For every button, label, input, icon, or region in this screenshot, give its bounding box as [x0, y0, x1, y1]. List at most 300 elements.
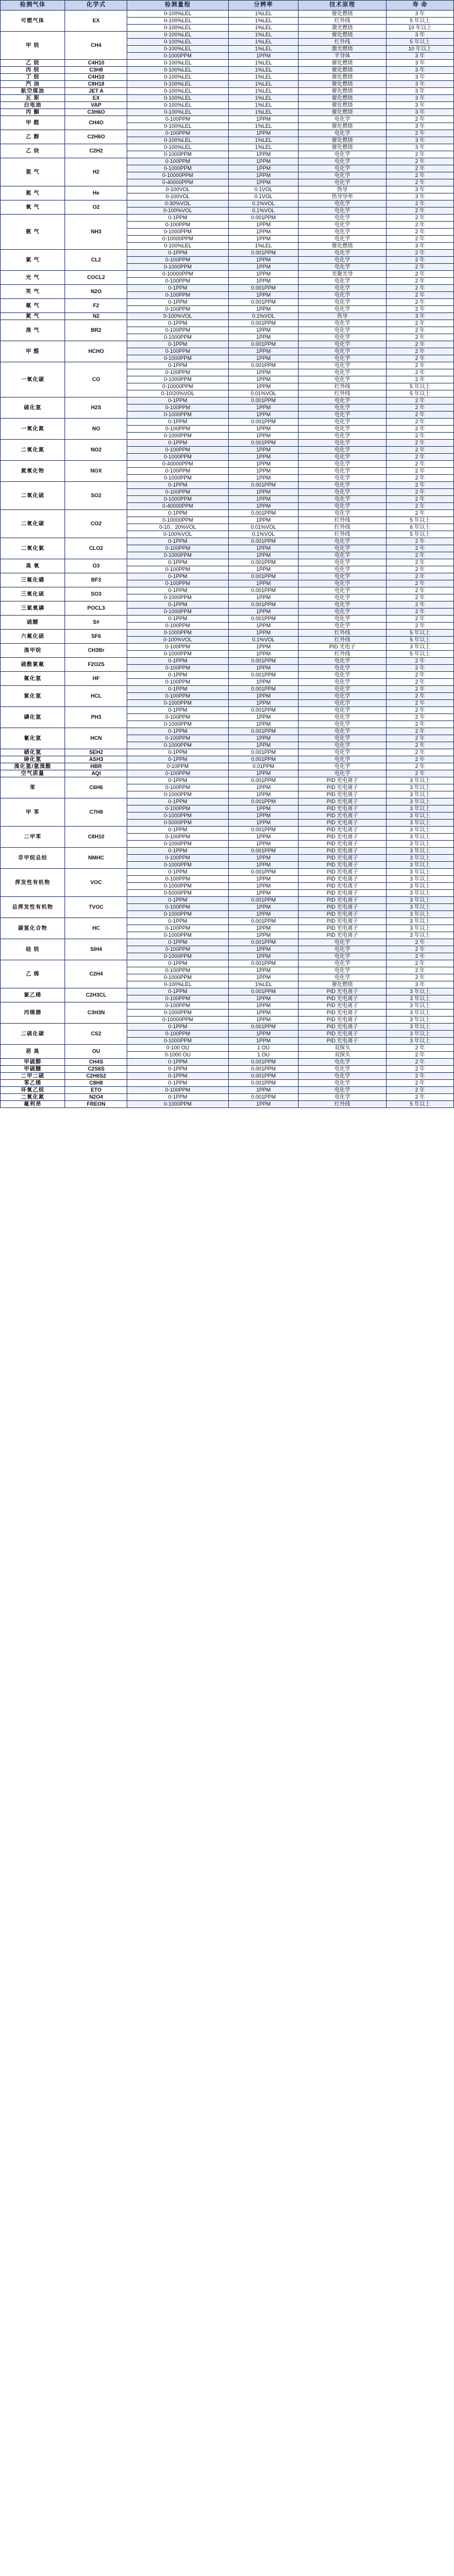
service-life: 3 年 — [386, 186, 453, 193]
detection-range: 0-100%VOL — [127, 637, 229, 644]
detection-range: 0-1PPM — [127, 658, 229, 665]
resolution: 1PPM — [228, 1087, 299, 1094]
gas-name: 乙 烷 — [1, 60, 65, 67]
service-life: 2 年 — [386, 770, 453, 777]
resolution: 0.001PPM — [228, 1059, 299, 1066]
table-row — [1, 88, 454, 95]
technology: 电化学 — [299, 735, 387, 742]
technology: 红外线 — [299, 637, 387, 644]
service-life: 2 年 — [386, 601, 453, 609]
detection-range: 0-100%LEL — [127, 144, 229, 151]
detection-range: 0-100%LEL — [127, 243, 229, 250]
technology: 电化学 — [299, 433, 387, 440]
chemical-formula: JET A — [65, 88, 127, 95]
gas-name: 非甲烷总烃 — [1, 848, 65, 869]
chemical-formula: O3 — [65, 559, 127, 573]
service-life: 3 年 — [386, 981, 453, 988]
resolution: 1PPM — [228, 222, 299, 229]
detection-range: 0-100PPM — [127, 580, 229, 587]
gas-name: 二氧化氯 — [1, 538, 65, 559]
table-row — [1, 827, 454, 834]
resolution: 0.001PPM — [228, 285, 299, 292]
technology: 电化学 — [299, 742, 387, 749]
service-life: 2 年 — [386, 292, 453, 299]
chemical-formula: C4H10 — [65, 60, 127, 67]
service-life: 2 年 — [386, 763, 453, 770]
detection-range: 0-100PPM — [127, 468, 229, 475]
detection-range: 0-100PPM — [127, 855, 229, 862]
resolution: 1PPM — [228, 911, 299, 918]
detection-range: 0-1PPM — [127, 510, 229, 517]
table-row — [1, 918, 454, 925]
gas-name: 笑 气 — [1, 285, 65, 299]
technology: 电化学 — [299, 686, 387, 693]
technology: 催化燃烧 — [299, 67, 387, 74]
technology: 电化学 — [299, 616, 387, 623]
technology: PID 光电离子 — [299, 1010, 387, 1017]
resolution: 1%LEL — [228, 95, 299, 102]
chemical-formula: CL2 — [65, 250, 127, 271]
resolution: 1PPM — [228, 967, 299, 974]
gas-name: 甲 烷 — [1, 32, 65, 60]
chemical-formula: N2 — [65, 313, 127, 320]
gas-name: 二甲苯 — [1, 827, 65, 848]
service-life: 3 年 — [386, 144, 453, 151]
table-row — [1, 341, 454, 348]
resolution: 1PPM — [228, 376, 299, 383]
detection-range: 0-1000PPM — [127, 974, 229, 981]
technology: 半导体 — [299, 53, 387, 60]
detection-range: 0-100PPM — [127, 278, 229, 285]
table-row — [1, 728, 454, 735]
gas-name: 光 气 — [1, 271, 65, 285]
resolution: 1%LEL — [228, 46, 299, 53]
detection-range: 0-1000PPM — [127, 953, 229, 960]
detection-range: 0-40000PPM — [127, 461, 229, 468]
service-life: 3 年以上 — [386, 897, 453, 904]
service-life: 2 年 — [386, 306, 453, 313]
service-life: 5 年以上 — [386, 383, 453, 390]
spec-table — [0, 0, 454, 1108]
chemical-formula: HC — [65, 918, 127, 939]
resolution: 1PPM — [228, 475, 299, 482]
technology: 电化学 — [299, 355, 387, 362]
service-life: 2 年 — [386, 510, 453, 517]
detection-range: 0-1000PPM — [127, 721, 229, 728]
resolution: 1PPM — [228, 412, 299, 419]
detection-range: 0-100VOL — [127, 193, 229, 200]
detection-range: 0-1000PPM — [127, 609, 229, 616]
detection-range: 0-100%LEL — [127, 18, 229, 25]
technology: 电化学 — [299, 116, 387, 123]
detection-range: 0-100PPM — [127, 946, 229, 953]
technology: 红外线 — [299, 517, 387, 524]
detection-range: 0-1000PPM — [127, 496, 229, 503]
technology: 电化学 — [299, 721, 387, 728]
service-life: 3 年以上 — [386, 911, 453, 918]
service-life: 2 年 — [386, 580, 453, 587]
gas-name: 可燃气体 — [1, 11, 65, 32]
resolution: 1PPM — [228, 229, 299, 236]
chemical-formula: VAP — [65, 102, 127, 109]
resolution: 0.1VOL — [228, 193, 299, 200]
gas-name: 白电油 — [1, 102, 65, 109]
technology: 电化学 — [299, 1059, 387, 1066]
resolution: 1PPM — [228, 383, 299, 390]
gas-name: 丁 烷 — [1, 74, 65, 81]
resolution: 1PPM — [228, 447, 299, 454]
service-life: 2 年 — [386, 468, 453, 475]
detection-range: 0-1000PPM — [127, 355, 229, 362]
chemical-formula: NO — [65, 419, 127, 440]
service-life: 2 年 — [386, 974, 453, 981]
service-life: 2 年 — [386, 503, 453, 510]
technology: 电化学 — [299, 461, 387, 468]
resolution: 1PPM — [228, 264, 299, 271]
table-row — [1, 144, 454, 151]
service-life: 5 年以上 — [386, 390, 453, 397]
service-life: 3 年以上 — [386, 1038, 453, 1045]
detection-range: 0-100PPM — [127, 1087, 229, 1094]
table-row — [1, 32, 454, 39]
service-life: 2 年 — [386, 1094, 453, 1101]
technology: 电化学 — [299, 580, 387, 587]
table-row — [1, 848, 454, 855]
resolution: 1%LEL — [228, 32, 299, 39]
technology: 电化学 — [299, 1073, 387, 1080]
gas-name: 氧 气 — [1, 200, 65, 215]
technology: 电化学 — [299, 573, 387, 580]
technology: 电化学 — [299, 299, 387, 306]
service-life: 2 年 — [386, 362, 453, 369]
table-row — [1, 573, 454, 580]
technology: 电化学 — [299, 151, 387, 158]
resolution: 1PPM — [228, 925, 299, 932]
detection-range: 0-100%LEL — [127, 60, 229, 67]
table-row — [1, 482, 454, 489]
table-row — [1, 116, 454, 123]
table-row — [1, 81, 454, 88]
service-life: 2 年 — [386, 686, 453, 693]
gas-name: 苯 — [1, 777, 65, 798]
technology: PID 光电离子 — [299, 834, 387, 841]
detection-range: 0-5000PPM — [127, 820, 229, 827]
resolution: 1PPM — [228, 278, 299, 285]
gas-name: 氦 气 — [1, 186, 65, 200]
detection-range: 0-1PPM — [127, 587, 229, 594]
detection-range: 0-100PPM — [127, 995, 229, 1002]
service-life: 3 年以上 — [386, 988, 453, 995]
resolution: 0.1%VOL — [228, 531, 299, 538]
chemical-formula: NMHC — [65, 848, 127, 869]
table-row — [1, 158, 454, 165]
technology: 红外线 — [299, 18, 387, 25]
chemical-formula: OU — [65, 1045, 127, 1059]
detection-range: 0-1000PPM — [127, 1101, 229, 1108]
detection-range: 0-1PPM — [127, 559, 229, 566]
resolution: 1PPM — [228, 433, 299, 440]
chemical-formula: C2H6S2 — [65, 1073, 127, 1080]
resolution: 0.001PPM — [228, 827, 299, 834]
chemical-formula: NH3 — [65, 215, 127, 250]
chemical-formula: C2H4 — [65, 960, 127, 988]
service-life: 3 年以上 — [386, 855, 453, 862]
service-life: 2 年 — [386, 489, 453, 496]
table-row — [1, 419, 454, 426]
table-row — [1, 440, 454, 447]
detection-range: 0-1000PPM — [127, 1038, 229, 1045]
resolution: 1%LEL — [228, 60, 299, 67]
detection-range: 0-100PPM — [127, 222, 229, 229]
detection-range: 0-1PPM — [127, 728, 229, 735]
detection-range: 0-100PPM — [127, 292, 229, 299]
technology: 电化学 — [299, 405, 387, 412]
service-life: 3 年以上 — [386, 862, 453, 869]
detection-range: 0-1000 OU — [127, 1052, 229, 1059]
service-life: 3 年 — [386, 243, 453, 250]
detection-range: 0-1PPM — [127, 1080, 229, 1087]
detection-range: 0-1PPM — [127, 939, 229, 946]
resolution: 1PPM — [228, 172, 299, 179]
table-row — [1, 250, 454, 257]
technology: PID 光电离子 — [299, 869, 387, 876]
service-life: 2 年 — [386, 967, 453, 974]
detection-range: 0-100PPM — [127, 348, 229, 355]
service-life: 3 年以上 — [386, 1017, 453, 1024]
resolution: 0.001PPM — [228, 587, 299, 594]
detection-range: 0-1PPM — [127, 285, 229, 292]
gas-name: 溴化氢/氢溴酸 — [1, 763, 65, 770]
resolution: 0.01%VOL — [228, 390, 299, 397]
resolution: 0.001PPM — [228, 538, 299, 545]
detection-range: 0-1PPM — [127, 250, 229, 257]
table-row — [1, 616, 454, 623]
chemical-formula: CH4S — [65, 1059, 127, 1066]
technology: 电化学 — [299, 285, 387, 292]
table-row — [1, 538, 454, 545]
service-life: 2 年 — [386, 735, 453, 742]
table-row — [1, 707, 454, 714]
technology: 电化学 — [299, 707, 387, 714]
detection-range: 0-1000PPM — [127, 165, 229, 172]
technology: 电化学 — [299, 412, 387, 419]
technology: 电化学 — [299, 693, 387, 700]
detection-range: 0-100PPM — [127, 623, 229, 630]
resolution: 1%LEL — [228, 39, 299, 46]
detection-range: 0-100PPM — [127, 447, 229, 454]
chemical-formula: TVOC — [65, 897, 127, 918]
technology: 红外线 — [299, 524, 387, 531]
resolution: 1PPM — [228, 876, 299, 883]
resolution: 1PPM — [228, 735, 299, 742]
gas-name: 二氧化氮 — [1, 1094, 65, 1101]
detection-range: 0-100PPM — [127, 405, 229, 412]
service-life: 2 年 — [386, 285, 453, 292]
detection-range: 0-10000PPM — [127, 517, 229, 524]
detection-range: 0-100PPM — [127, 925, 229, 932]
gas-name: 氮氧化物 — [1, 461, 65, 482]
technology: 电化学 — [299, 679, 387, 686]
chemical-formula: CLO2 — [65, 538, 127, 559]
detection-range: 0-100%LEL — [127, 32, 229, 39]
service-life: 10 年以上 — [386, 46, 453, 53]
technology: 电化学 — [299, 566, 387, 573]
technology: PID 光电离子 — [299, 897, 387, 904]
detection-range: 0-100PPM — [127, 644, 229, 651]
detection-range: 0-100PPM — [127, 770, 229, 777]
gas-name: 硫醚 — [1, 616, 65, 630]
chemical-formula: AQI — [65, 770, 127, 777]
chemical-formula: POCL3 — [65, 601, 127, 616]
table-row — [1, 130, 454, 137]
detection-range: 0-100PPM — [127, 489, 229, 496]
chemical-formula: H2S — [65, 397, 127, 419]
table-row — [1, 1073, 454, 1080]
detection-range: 0-100PPM — [127, 1002, 229, 1010]
technology: 电化学 — [299, 292, 387, 299]
chemical-formula: CH4 — [65, 32, 127, 60]
resolution: 0.001PPM — [228, 573, 299, 580]
service-life: 10 年以上 — [386, 25, 453, 32]
technology: PID 光电离子 — [299, 1017, 387, 1024]
table-row — [1, 1094, 454, 1101]
technology: 电化学 — [299, 165, 387, 172]
service-life: 2 年 — [386, 496, 453, 503]
service-life: 3 年以上 — [386, 883, 453, 890]
technology: 电化学 — [299, 623, 387, 630]
service-life: 3 年以上 — [386, 791, 453, 798]
detection-range: 0-1PPM — [127, 798, 229, 806]
resolution: 1%LEL — [228, 123, 299, 130]
technology: PID 光电离子 — [299, 883, 387, 890]
detection-range: 0-1PPM — [127, 1066, 229, 1073]
gas-name: 一氧化碳 — [1, 362, 65, 397]
resolution: 1PPM — [228, 53, 299, 60]
gas-name: 航空煤油 — [1, 88, 65, 95]
gas-name: 碳氢化合物 — [1, 918, 65, 939]
service-life: 3 年 — [386, 53, 453, 60]
service-life: 2 年 — [386, 587, 453, 594]
service-life: 2 年 — [386, 200, 453, 208]
gas-name: 氰化氢 — [1, 728, 65, 749]
detection-range: 0-1PPM — [127, 440, 229, 447]
table-row — [1, 939, 454, 946]
gas-detection-spec-table — [0, 0, 454, 1108]
detection-range: 0-1PPM — [127, 869, 229, 876]
detection-range: 0-100PPM — [127, 306, 229, 313]
resolution: 1%LEL — [228, 67, 299, 74]
service-life: 3 年 — [386, 193, 453, 200]
resolution: 1%LEL — [228, 18, 299, 25]
resolution: 1PPM — [228, 855, 299, 862]
detection-range: 0-1PPM — [127, 777, 229, 784]
detection-range: 0-100PPM — [127, 967, 229, 974]
table-row — [1, 672, 454, 679]
technology: 电化学 — [299, 215, 387, 222]
gas-name: 乙 烯 — [1, 960, 65, 988]
service-life: 2 年 — [386, 1087, 453, 1094]
chemical-formula: C2H6O — [65, 130, 127, 144]
resolution: 0.001PPM — [228, 658, 299, 665]
service-life: 2 年 — [386, 728, 453, 735]
resolution: 0.1%VOL — [228, 200, 299, 208]
detection-range: 0-100PPM — [127, 257, 229, 264]
service-life: 2 年 — [386, 756, 453, 763]
resolution: 1PPM — [228, 236, 299, 243]
technology: 电化学 — [299, 1080, 387, 1087]
detection-range: 0-1000PPM — [127, 53, 229, 60]
resolution: 0.001PPM — [228, 897, 299, 904]
service-life: 2 年 — [386, 397, 453, 405]
technology: 电化学 — [299, 960, 387, 967]
technology: 催化燃烧 — [299, 88, 387, 95]
technology: 激光燃烧 — [299, 46, 387, 53]
detection-range: 0-40000PPM — [127, 503, 229, 510]
resolution: 0.001PPM — [228, 1073, 299, 1080]
resolution: 0.001PPM — [228, 397, 299, 405]
detection-range: 0-10、20%VOL — [127, 524, 229, 531]
resolution: 0.001PPM — [228, 707, 299, 714]
technology: 电化学 — [299, 320, 387, 327]
chemical-formula: CO2 — [65, 510, 127, 538]
resolution: 1PPM — [228, 883, 299, 890]
technology: PID 光电离子 — [299, 813, 387, 820]
chemical-formula: HBR — [65, 763, 127, 770]
technology: PID 光电离子 — [299, 855, 387, 862]
table-row — [1, 1059, 454, 1066]
technology: 电化学 — [299, 397, 387, 405]
detection-range: 0-1PPM — [127, 918, 229, 925]
table-row — [1, 1024, 454, 1031]
detection-range: 0-5000PPM — [127, 890, 229, 897]
service-life: 2 年 — [386, 594, 453, 601]
gas-name: 氮 气 — [1, 313, 65, 320]
table-row — [1, 756, 454, 763]
service-life: 3 年以上 — [386, 848, 453, 855]
technology: 电化学 — [299, 334, 387, 341]
detection-range: 0-100PPM — [127, 158, 229, 165]
detection-range: 0-1000PPM — [127, 651, 229, 658]
service-life: 5 年以上 — [386, 18, 453, 25]
table-row — [1, 1066, 454, 1073]
service-life: 3 年 — [386, 81, 453, 88]
gas-name: 三氟化硼 — [1, 573, 65, 587]
service-life: 2 年 — [386, 348, 453, 355]
service-life: 2 年 — [386, 960, 453, 967]
service-life: 2 年 — [386, 559, 453, 566]
detection-range: 0-1PPM — [127, 1024, 229, 1031]
detection-range: 0-100PPM — [127, 116, 229, 123]
resolution: 1PPM — [228, 594, 299, 601]
detection-range: 0-1000PPM — [127, 911, 229, 918]
gas-name: 臭 氧 — [1, 559, 65, 573]
detection-range: 0-1000PPM — [127, 433, 229, 440]
detection-range: 0-100PPM — [127, 876, 229, 883]
resolution: 1PPM — [228, 1038, 299, 1045]
technology: 电化学 — [299, 454, 387, 461]
resolution: 1PPM — [228, 770, 299, 777]
resolution: 1PPM — [228, 566, 299, 573]
resolution: 1PPM — [228, 405, 299, 412]
service-life: 3 年以上 — [386, 841, 453, 848]
service-life: 2 年 — [386, 278, 453, 285]
chemical-formula: CH4O — [65, 116, 127, 130]
technology: PID 光电离子 — [299, 1038, 387, 1045]
col-range: 检测量程 — [127, 1, 229, 11]
technology: 电化学 — [299, 236, 387, 243]
detection-range: 0-1000PPM — [127, 412, 229, 419]
chemical-formula: C8H10 — [65, 827, 127, 848]
